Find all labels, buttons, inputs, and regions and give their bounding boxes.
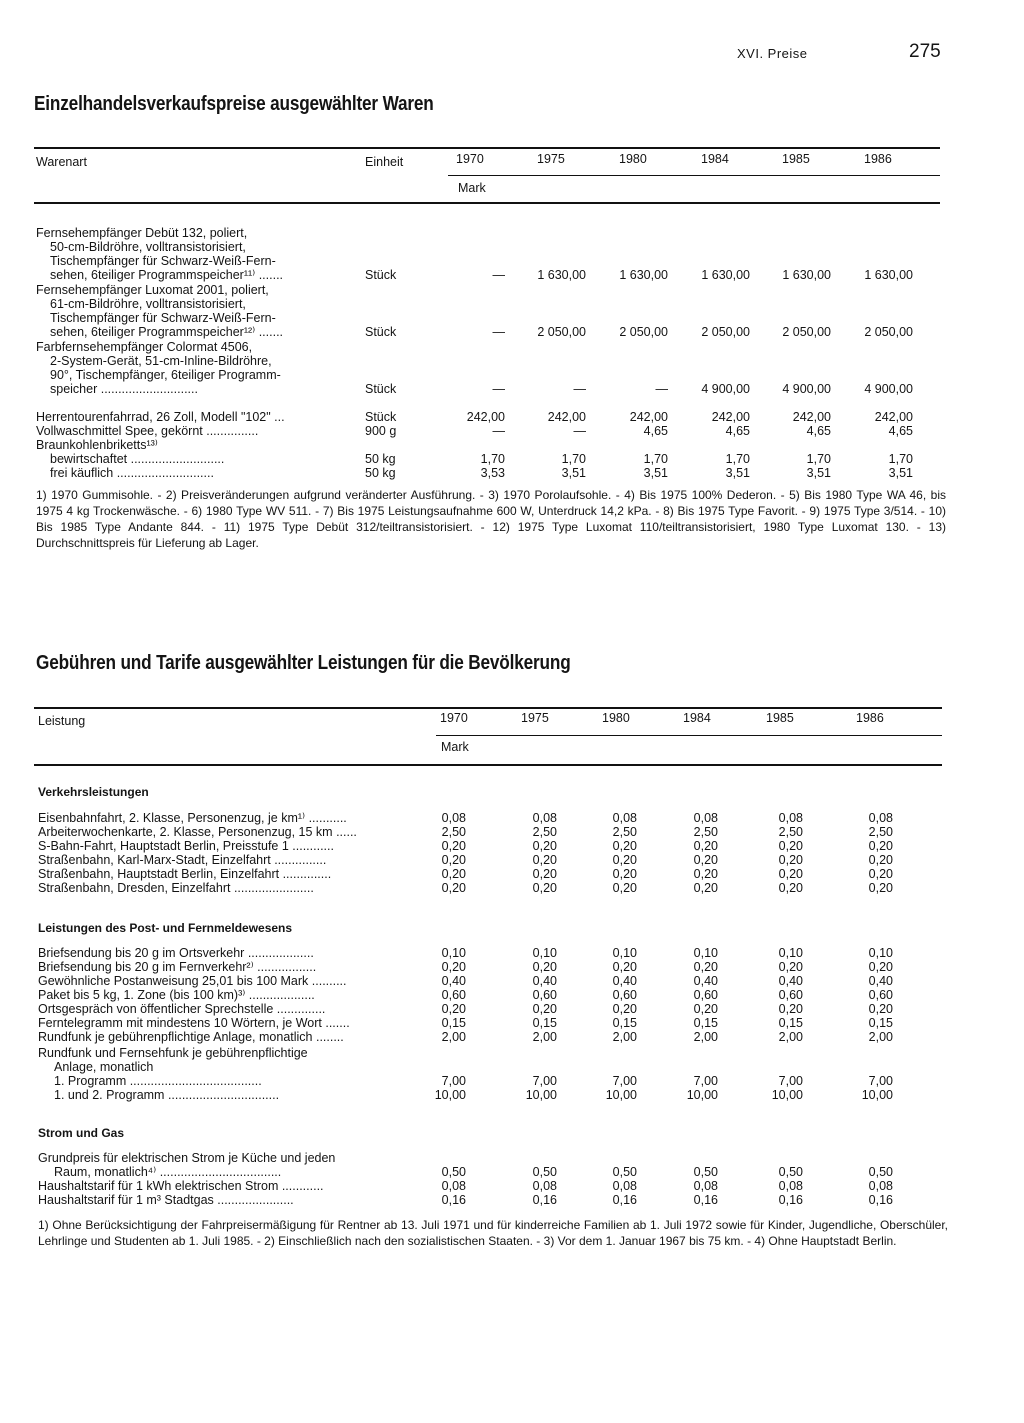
value-cell: 2,00 [441, 1030, 466, 1044]
value-cell: 1 630,00 [619, 268, 668, 282]
value-cell: 0,20 [778, 960, 803, 974]
value-cell: 0,20 [532, 839, 557, 853]
row-label: 2-System-Gerät, 51-cm-Inline-Bildröhre, [50, 354, 272, 368]
value-cell: — [492, 268, 505, 282]
value-cell: 0,15 [868, 1016, 893, 1030]
value-cell: — [492, 424, 505, 438]
value-cell: 0,15 [693, 1016, 718, 1030]
value-cell: 0,10 [612, 946, 637, 960]
row-label: Herrentourenfahrrad, 26 Zoll, Modell "102" ... [36, 410, 285, 424]
value-cell: 0,60 [532, 988, 557, 1002]
row-label: Briefsendung bis 20 g im Ortsverkehr ................... [38, 946, 314, 960]
value-cell: 0,08 [612, 1179, 637, 1193]
value-cell: 0,60 [441, 988, 466, 1002]
column-header-year: 1975 [537, 152, 565, 166]
row-label: Rundfunk und Fernsehfunk je gebührenpflichtige [38, 1046, 308, 1060]
value-cell: 242,00 [792, 410, 831, 424]
value-cell: 0,40 [441, 974, 466, 988]
header-rule-mid [436, 735, 942, 736]
value-cell: — [573, 424, 586, 438]
value-cell: 0,20 [693, 839, 718, 853]
value-cell: 2,00 [612, 1030, 637, 1044]
value-cell: 0,60 [693, 988, 718, 1002]
value-cell: 0,08 [532, 1179, 557, 1193]
value-cell: 0,20 [693, 960, 718, 974]
unit-cell: 50 kg [365, 452, 396, 466]
header-rule-top [34, 707, 942, 709]
value-cell: 0,50 [612, 1165, 637, 1179]
value-cell: 2 050,00 [537, 325, 586, 339]
value-cell: 1,70 [561, 452, 586, 466]
row-label: Straßenbahn, Karl-Marx-Stadt, Einzelfahrt ............... [38, 853, 327, 867]
row-label: Rundfunk je gebührenpflichtige Anlage, monatlich ........ [38, 1030, 344, 1044]
value-cell: 0,16 [532, 1193, 557, 1207]
value-cell: 0,60 [778, 988, 803, 1002]
value-cell: 0,15 [612, 1016, 637, 1030]
value-cell: 7,00 [612, 1074, 637, 1088]
unit-cell: 900 g [365, 424, 397, 438]
value-cell: 0,08 [778, 811, 803, 825]
column-header-currency: Mark [441, 740, 469, 754]
unit-cell: Stück [365, 382, 397, 396]
value-cell: 0,15 [778, 1016, 803, 1030]
value-cell: 0,20 [441, 960, 466, 974]
row-label: Ferntelegramm mit mindestens 10 Wörtern, je Wort ....... [38, 1016, 350, 1030]
row-label: 90°, Tischempfänger, 6teiliger Programm- [50, 368, 281, 382]
value-cell: 2 050,00 [701, 325, 750, 339]
value-cell: 4,65 [806, 424, 831, 438]
value-cell: 2,50 [778, 825, 803, 839]
value-cell: 0,20 [778, 853, 803, 867]
value-cell: 0,16 [778, 1193, 803, 1207]
row-label: Fernsehempfänger Debüt 132, poliert, [36, 226, 248, 240]
value-cell: 0,50 [868, 1165, 893, 1179]
value-cell: 0,20 [778, 839, 803, 853]
value-cell: 0,50 [693, 1165, 718, 1179]
value-cell: 0,08 [868, 1179, 893, 1193]
section-header: XVI. Preise [737, 46, 808, 61]
value-cell: 3,51 [888, 466, 913, 480]
value-cell: 0,20 [612, 839, 637, 853]
unit-cell: Stück [365, 410, 397, 424]
value-cell: 0,20 [868, 1002, 893, 1016]
value-cell: 242,00 [629, 410, 668, 424]
row-label: Paket bis 5 kg, 1. Zone (bis 100 km)³⁾ ................... [38, 988, 315, 1002]
row-label: Gewöhnliche Postanweisung 25,01 bis 100 Mark .......... [38, 974, 347, 988]
value-cell: 10,00 [525, 1088, 557, 1102]
value-cell: 0,40 [693, 974, 718, 988]
header-rule-top [34, 147, 940, 149]
row-label: frei käuflich ............................ [50, 466, 214, 480]
row-label: Tischempfänger für Schwarz-Weiß-Fern- [50, 254, 276, 268]
value-cell: 0,20 [868, 853, 893, 867]
column-header-year: 1980 [602, 711, 630, 725]
value-cell: 1,70 [725, 452, 750, 466]
column-header-year: 1970 [440, 711, 468, 725]
table1-title: Einzelhandelsverkaufspreise ausgewählter Waren [34, 93, 434, 115]
row-label: Farbfernsehempfänger Colormat 4506, [36, 340, 253, 354]
value-cell: 3,51 [806, 466, 831, 480]
value-cell: 1 630,00 [701, 268, 750, 282]
row-label: Braunkohlenbriketts¹³⁾ [36, 438, 158, 452]
header-rule-mid [448, 175, 940, 176]
column-header-item: Warenart [36, 155, 87, 169]
value-cell: 7,00 [778, 1074, 803, 1088]
row-label: Grundpreis für elektrischen Strom je Küche und jeden [38, 1151, 336, 1165]
value-cell: 2 050,00 [782, 325, 831, 339]
value-cell: 2,50 [612, 825, 637, 839]
value-cell: 1,70 [888, 452, 913, 466]
value-cell: 10,00 [434, 1088, 466, 1102]
column-header-year: 1986 [864, 152, 892, 166]
value-cell: 0,08 [612, 811, 637, 825]
value-cell: 0,10 [532, 946, 557, 960]
value-cell: — [655, 382, 668, 396]
value-cell: 0,20 [532, 881, 557, 895]
value-cell: 0,08 [868, 811, 893, 825]
value-cell: 0,20 [441, 853, 466, 867]
row-label: 1. und 2. Programm ................................ [54, 1088, 280, 1102]
row-label: Haushaltstarif für 1 m³ Stadtgas ...................... [38, 1193, 294, 1207]
value-cell: 4,65 [643, 424, 668, 438]
value-cell: 0,20 [778, 867, 803, 881]
value-cell: 2,50 [532, 825, 557, 839]
value-cell: 242,00 [874, 410, 913, 424]
value-cell: 0,08 [693, 1179, 718, 1193]
value-cell: 0,16 [612, 1193, 637, 1207]
column-header-unit: Einheit [365, 155, 404, 169]
value-cell: 10,00 [771, 1088, 803, 1102]
value-cell: 4 900,00 [782, 382, 831, 396]
value-cell: 0,20 [612, 867, 637, 881]
row-label: Eisenbahnfahrt, 2. Klasse, Personenzug, je km¹⁾ ........... [38, 811, 347, 825]
value-cell: 1,70 [480, 452, 505, 466]
row-label: 1. Programm ...................................... [54, 1074, 262, 1088]
column-header-year: 1985 [766, 711, 794, 725]
value-cell: 2 050,00 [864, 325, 913, 339]
value-cell: 4 900,00 [701, 382, 750, 396]
value-cell: 0,20 [612, 881, 637, 895]
row-label: Straßenbahn, Hauptstadt Berlin, Einzelfahrt .............. [38, 867, 332, 881]
value-cell: 0,20 [693, 881, 718, 895]
value-cell: — [573, 382, 586, 396]
value-cell: 2,00 [868, 1030, 893, 1044]
section-heading: Leistungen des Post- und Fernmeldewesens [38, 921, 293, 935]
column-header-item: Leistung [38, 714, 86, 728]
value-cell: 242,00 [711, 410, 750, 424]
column-header-year: 1980 [619, 152, 647, 166]
value-cell: 2 050,00 [619, 325, 668, 339]
row-label: speicher ............................ [50, 382, 198, 396]
value-cell: 0,50 [441, 1165, 466, 1179]
unit-cell: 50 kg [365, 466, 396, 480]
row-label: Raum, monatlich⁴⁾ ................................... [54, 1165, 282, 1179]
value-cell: 0,20 [532, 853, 557, 867]
row-label: Anlage, monatlich [54, 1060, 154, 1074]
value-cell: 0,15 [532, 1016, 557, 1030]
value-cell: 0,20 [868, 960, 893, 974]
value-cell: 0,20 [868, 867, 893, 881]
value-cell: 0,10 [693, 946, 718, 960]
value-cell: 0,20 [778, 881, 803, 895]
row-label: sehen, 6teiliger Programmspeicher¹¹⁾ ....... [50, 268, 284, 282]
value-cell: 0,50 [532, 1165, 557, 1179]
value-cell: 0,20 [778, 1002, 803, 1016]
section-heading: Verkehrsleistungen [38, 785, 149, 799]
value-cell: 0,20 [868, 881, 893, 895]
row-label: Ortsgespräch von öffentlicher Sprechstelle .............. [38, 1002, 326, 1016]
value-cell: 0,20 [532, 960, 557, 974]
value-cell: 0,60 [612, 988, 637, 1002]
value-cell: 4,65 [888, 424, 913, 438]
value-cell: 7,00 [693, 1074, 718, 1088]
value-cell: 0,08 [693, 811, 718, 825]
value-cell: 0,20 [612, 853, 637, 867]
value-cell: 7,00 [532, 1074, 557, 1088]
value-cell: 0,20 [532, 1002, 557, 1016]
value-cell: 0,50 [778, 1165, 803, 1179]
table1-footnotes: 1) 1970 Gummisohle. - 2) Preisveränderungen aufgrund veränderter Ausführung. - 3) 1970 Porolaufsohle. - 4) Bis 1975 100% Dederon. - 5) Bis 1980 Type WA 46, bis 1975 4 kg Trockenwäsche. - 6) 1980 Type WV 511. - 7) Bis 1975 Leistungsaufnahme 600 W, Unterdruck 14,2 kPa. - 8) Bis 1975 Type Favorit. - 9) 1975 Type 3/514. - 10) Bis 1985 Type Andante 844. - 11) 1975 Type Debüt 312/teiltransistorisiert. - 12) 1975 Type Luxomat 110/teiltransistorisiert, 1980 Type Luxomat 130. - 13) Durchschnittspreis für Lieferung ab Lager. [36, 488, 946, 550]
unit-cell: Stück [365, 268, 397, 282]
row-label: 50-cm-Bildröhre, volltransistorisiert, [50, 240, 246, 254]
row-label: Tischempfänger für Schwarz-Weiß-Fern- [50, 311, 276, 325]
section-heading: Strom und Gas [38, 1126, 125, 1140]
value-cell: 2,00 [778, 1030, 803, 1044]
value-cell: 4 900,00 [864, 382, 913, 396]
value-cell: 0,08 [441, 811, 466, 825]
column-header-year: 1986 [856, 711, 884, 725]
value-cell: 3,51 [643, 466, 668, 480]
value-cell: 4,65 [725, 424, 750, 438]
header-rule-bottom [34, 764, 942, 766]
row-label: Vollwaschmittel Spee, gekörnt ............... [36, 424, 259, 438]
value-cell: 2,50 [868, 825, 893, 839]
value-cell: 0,40 [778, 974, 803, 988]
column-header-currency: Mark [458, 181, 486, 195]
value-cell: 0,60 [868, 988, 893, 1002]
value-cell: 0,20 [441, 839, 466, 853]
value-cell: 0,40 [612, 974, 637, 988]
value-cell: 10,00 [605, 1088, 637, 1102]
value-cell: 0,20 [441, 1002, 466, 1016]
value-cell: 0,20 [441, 881, 466, 895]
value-cell: 7,00 [441, 1074, 466, 1088]
row-label: S-Bahn-Fahrt, Hauptstadt Berlin, Preisstufe 1 ............ [38, 839, 334, 853]
value-cell: 0,20 [868, 839, 893, 853]
value-cell: 0,20 [532, 867, 557, 881]
value-cell: 0,20 [693, 867, 718, 881]
value-cell: 1,70 [806, 452, 831, 466]
value-cell: 1 630,00 [537, 268, 586, 282]
value-cell: 0,08 [532, 811, 557, 825]
value-cell: 242,00 [466, 410, 505, 424]
header-rule-bottom [34, 202, 940, 204]
row-label: Haushaltstarif für 1 kWh elektrischen Strom ............ [38, 1179, 324, 1193]
value-cell: 0,15 [441, 1016, 466, 1030]
table2-title: Gebühren und Tarife ausgewählter Leistungen für die Bevölkerung [36, 652, 571, 674]
row-label: sehen, 6teiliger Programmspeicher¹²⁾ ....... [50, 325, 284, 339]
value-cell: 3,51 [725, 466, 750, 480]
column-header-year: 1984 [701, 152, 729, 166]
value-cell: — [492, 325, 505, 339]
value-cell: 2,50 [693, 825, 718, 839]
value-cell: 0,16 [868, 1193, 893, 1207]
value-cell: 0,10 [868, 946, 893, 960]
value-cell: 0,20 [693, 853, 718, 867]
value-cell: 3,51 [561, 466, 586, 480]
value-cell: 1 630,00 [782, 268, 831, 282]
value-cell: 0,20 [693, 1002, 718, 1016]
row-label: Straßenbahn, Dresden, Einzelfahrt ....................... [38, 881, 314, 895]
value-cell: 0,40 [868, 974, 893, 988]
value-cell: 0,08 [441, 1179, 466, 1193]
row-label: bewirtschaftet ........................... [50, 452, 225, 466]
value-cell: — [492, 382, 505, 396]
row-label: 61-cm-Bildröhre, volltransistorisiert, [50, 297, 246, 311]
column-header-year: 1985 [782, 152, 810, 166]
row-label: Briefsendung bis 20 g im Fernverkehr²⁾ ................. [38, 960, 317, 974]
page-number: 275 [909, 41, 941, 62]
value-cell: 10,00 [861, 1088, 893, 1102]
value-cell: 1 630,00 [864, 268, 913, 282]
column-header-year: 1970 [456, 152, 484, 166]
value-cell: 0,20 [441, 867, 466, 881]
value-cell: 1,70 [643, 452, 668, 466]
value-cell: 0,20 [612, 960, 637, 974]
value-cell: 0,20 [612, 1002, 637, 1016]
row-label: Fernsehempfänger Luxomat 2001, poliert, [36, 283, 269, 297]
value-cell: 242,00 [547, 410, 586, 424]
row-label: Arbeiterwochenkarte, 2. Klasse, Personenzug, 15 km ...... [38, 825, 357, 839]
value-cell: 0,16 [441, 1193, 466, 1207]
value-cell: 10,00 [686, 1088, 718, 1102]
table2-footnotes: 1) Ohne Berücksichtigung der Fahrpreisermäßigung für Rentner ab 13. Juli 1971 und für kinderreiche Familien ab 1. Juli 1972 sowie für Kinder, Jugendliche, Oberschüler, Lehrlinge und Studenten ab 1. Juli 1985. - 2) Einschließlich nach den sozialistischen Staaten. - 3) Vor dem 1. Januar 1967 bis 75 km. - 4) Ohne Hauptstadt Berlin. [38, 1218, 948, 1248]
value-cell: 3,53 [480, 466, 505, 480]
value-cell: 7,00 [868, 1074, 893, 1088]
value-cell: 2,50 [441, 825, 466, 839]
value-cell: 0,08 [778, 1179, 803, 1193]
value-cell: 0,10 [441, 946, 466, 960]
column-header-year: 1984 [683, 711, 711, 725]
value-cell: 2,00 [532, 1030, 557, 1044]
value-cell: 0,40 [532, 974, 557, 988]
column-header-year: 1975 [521, 711, 549, 725]
value-cell: 0,10 [778, 946, 803, 960]
unit-cell: Stück [365, 325, 397, 339]
value-cell: 0,16 [693, 1193, 718, 1207]
value-cell: 2,00 [693, 1030, 718, 1044]
